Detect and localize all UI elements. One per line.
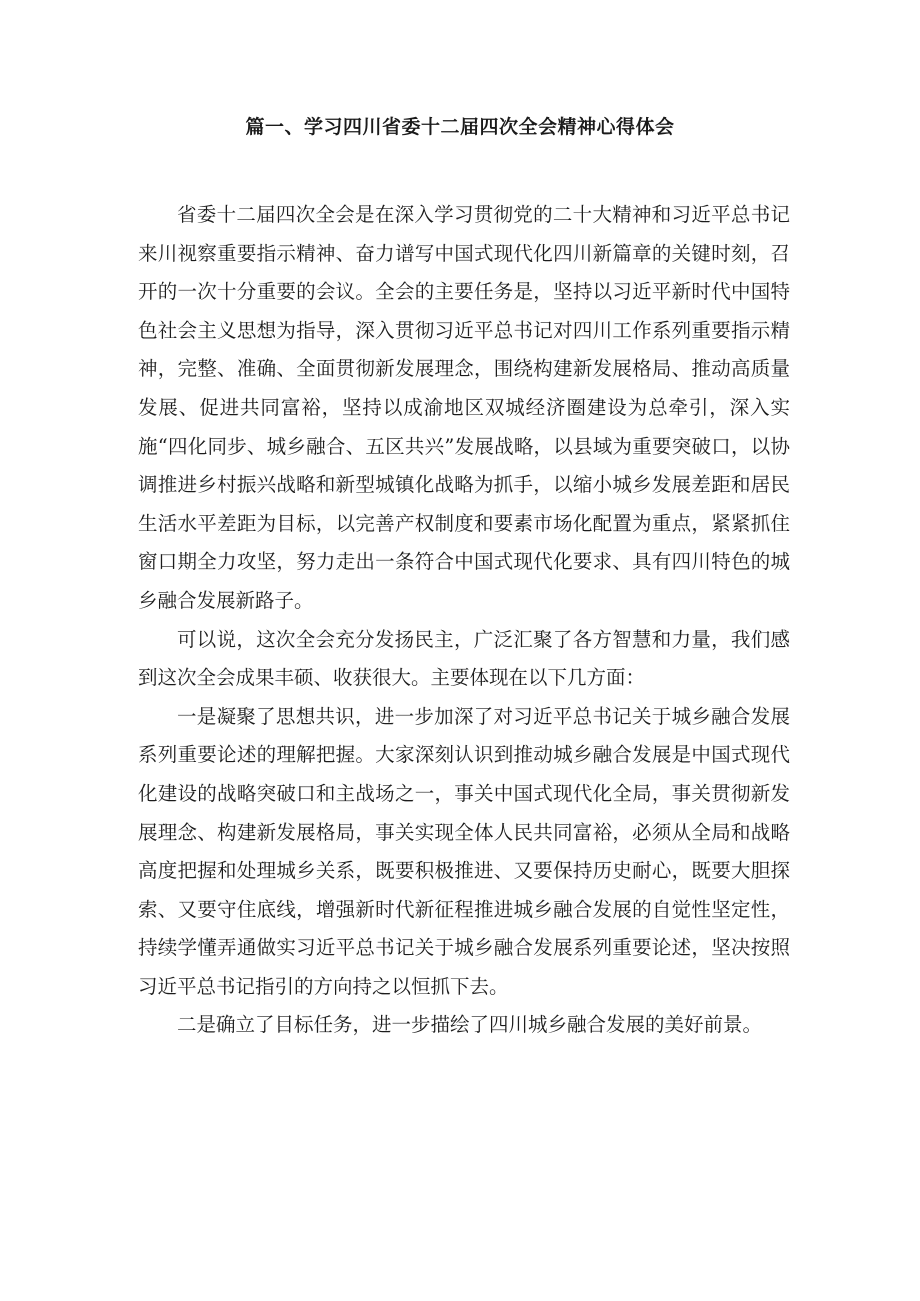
paragraph-summary: 可以说，这次全会充分发扬民主，广泛汇聚了各方智慧和力量，我们感到这次全会成果丰硕、收获很大。主要体现在以下几方面： xyxy=(138,627,790,690)
paragraph-intro: 省委十二届四次全会是在深入学习贯彻党的二十大精神和习近平总书记来川视察重要指示精神、奋力谱写中国式现代化四川新篇章的关键时刻，召开的一次十分重要的会议。全会的主要任务是，坚持以习近平新时代中国特色社会主义思想为指导，深入贯彻习近平总书记对四川工作系列重要指示精神，完整、准确、全面贯彻新发展理念，围绕构建新发展格局、推动高质量发展、促进共同富裕，坚持以成渝地区双城经济圈建设为总牵引，深入实施“四化同步、城乡融合、五区共兴”发展战略，以县域为重要突破口，以协调推进乡村振兴战略和新型城镇化战略为抓手，以缩小城乡发展差距和居民生活水平差距为目标，以完善产权制度和要素市场化配置为重点，紧紧抓住窗口期全力攻坚，努力走出一条符合中国式现代化要求、具有四川特色的城乡融合发展新路子。 xyxy=(138,203,790,612)
document-title: 篇一、学习四川省委十二届四次全会精神心得体会 xyxy=(245,116,675,138)
paragraph-point-one: 一是凝聚了思想共识，进一步加深了对习近平总书记关于城乡融合发展系列重要论述的理解把握。大家深刻认识到推动城乡融合发展是中国式现代化建设的战略突破口和主战场之一，事关中国式现代化全局，事关贯彻新发展理念、构建新发展格局，事关实现全体人民共同富裕，必须从全局和战略高度把握和处理城乡关系，既要积极推进、又要保持历史耐心，既要大胆探索、又要守住底线，增强新时代新征程推进城乡融合发展的自觉性坚定性，持续学懂弄通做实习近平总书记关于城乡融合发展系列重要论述，坚决按照习近平总书记指引的方向持之以恒抓下去。 xyxy=(138,704,790,998)
document-body xyxy=(138,196,790,1045)
paragraph-point-two: 二是确立了目标任务，进一步描绘了四川城乡融合发展的美好前景。 xyxy=(177,1013,763,1037)
